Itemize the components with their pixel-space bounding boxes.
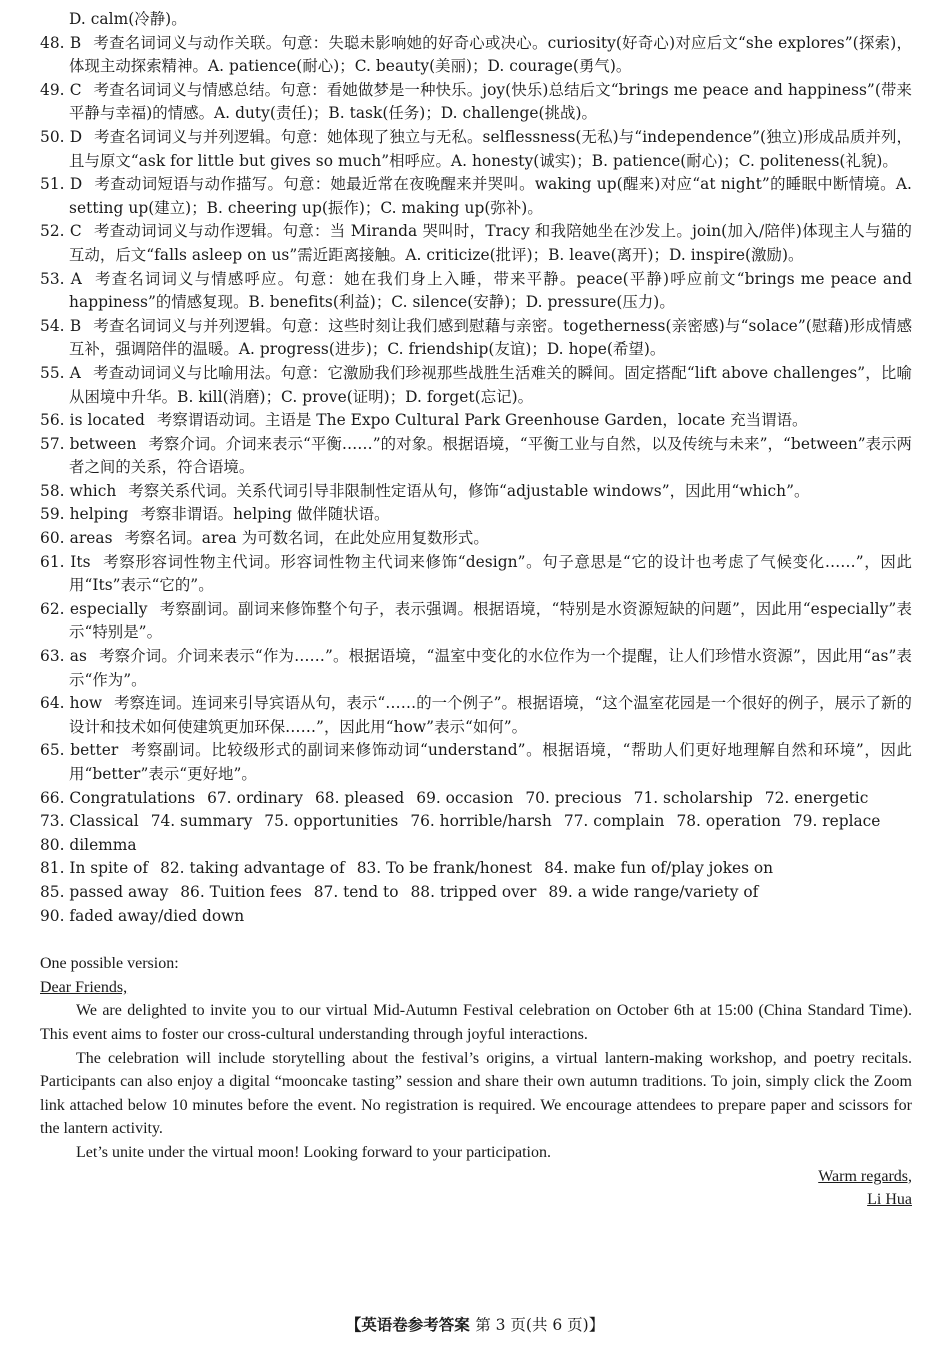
question-number: 49. [40,80,65,99]
answer-row [40,810,912,834]
question-number: 50. [40,127,65,146]
page-footer [0,1313,950,1335]
blank-answer: 89. a wide range/variety of [548,882,759,901]
blank-answer: 68. pleased [315,788,405,807]
answer: Its [70,552,91,571]
question-number: 57. [40,434,65,453]
question-number: 63. [40,647,65,666]
question-number: 58. [40,481,65,500]
blank-answer: 72. energetic [764,788,869,807]
answer: helping [69,505,129,524]
vocabulary-answers [40,787,912,858]
answer-item [40,126,912,173]
explanation: 考察副词。比较级形式的副词来修饰动词“understand”。根据语境，“帮助人们更好地理解自然和环境”，因此用“better”表示“更好地”。 [69,741,912,783]
blank-answer: 78. operation [676,812,781,831]
question-number: 51. [40,175,65,194]
explanation: 考查动词短语与动作描写。句意：她最近常在夜晚醒来并哭叫。waking up(醒来)对应“at night”的睡眠中断情境。A. setting up(建立)；B. cheering up(振作)；C. making up(弥补)。 [69,175,912,217]
essay-label: One possible version: [40,955,179,973]
blank-answer: 87. tend to [313,882,399,901]
essay-paragraph: The celebration will include storytelling about the festival’s origins, a virtual lantern-making workshop, and poetry recitals. Participants can also enjoy a digital “mooncake tasting” session and share their own autumn traditions. To join, simply click the Zoom link attached below 10 minutes before the event. No registration is required. We encourage attendees to prepare paper and scissors for the lantern activity. [40,1049,912,1138]
explanation: 考查名词词义与情感总结。句意：看她做梦是一种快乐。joy(快乐)总结后文“brings me peace and happiness”(带来平静与幸福)的情感。A. duty(责任)；B. task(任务)；D. challenge(挑战)。 [69,80,912,123]
blank-answer: 70. precious [525,788,622,807]
blank-answer: 73. Classical [40,812,139,831]
blank-answer: 86. Tuition fees [180,882,302,901]
blank-answer: 79. replace [792,812,881,831]
answer-item [40,645,912,692]
explanation: 考查名词词义与情感呼应。句意：她在我们身上入睡，带来平静。peace(平静)呼应前文“brings me peace and happiness”的情感复现。B. benefits(利益)；C. silence(安静)；D. pressure(压力)。 [69,269,912,312]
explanation: 考察副词。副词来修饰整个句子，表示强调。根据语境，“特别是水资源短缺的问题”，因此用“especially”表示“特别是”。 [69,599,912,642]
blank-answer: 74. summary [150,812,253,831]
answer: especially [69,599,148,618]
essay-paragraph: Let’s unite under the virtual moon! Looking forward to your participation. [76,1143,551,1161]
answer: as [69,647,87,666]
blank-answer: 76. horrible/harsh [410,812,552,831]
answer-item [40,692,912,739]
blank-answer: 75. opportunities [264,812,399,831]
answer-list [40,32,912,787]
blank-answer: 85. passed away [40,882,169,901]
blank-answer: 71. scholarship [633,788,753,807]
question-number: 64. [40,694,65,713]
explanation: 考察形容词性物主代词。形容词性物主代词来修饰“design”。句子意思是“它的设计也考虑了气候变化……”，因此用“Its”表示“它的”。 [69,552,912,595]
explanation: 考察关系代词。关系代词引导非限制性定语从句，修饰“adjustable windows”，因此用“which”。 [128,481,810,500]
footer-title: 【英语卷参考答案 [345,1315,470,1334]
explanation: 考察谓语动词。主语是 The Expo Cultural Park Greenhouse Garden，locate 充当谓语。 [156,411,808,430]
blank-answer: 90. faded away/died down [40,906,245,925]
question-number: 53. [40,269,65,288]
answer: D [69,175,83,194]
answer-item [40,268,912,315]
footer-page-number: 第 3 页(共 6 页)】 [475,1316,605,1334]
answer-row [40,834,912,858]
explanation: 考察非谓语。helping 做伴随状语。 [140,505,390,524]
answer-item [40,503,912,527]
explanation: 考察连词。连词来引导宾语从句，表示“……的一个例子”。根据语境，“这个温室花园是一个很好的例子，展示了新的设计和技术如何使建筑更加环保……”，因此用“how”表示“如何”。 [69,694,912,736]
question-number: 59. [40,505,65,524]
answer: A [69,363,81,382]
blank-answer: 66. Congratulations [40,788,196,807]
explanation: 考察介词。介词来表示“平衡……”的对象。根据语境，“平衡工业与自然，以及传统与未来”，“between”表示两者之间的关系，符合语境。 [69,434,912,477]
answer-row [40,857,912,881]
explanation: 考查动词词义与比喻用法。句意：它激励我们珍视那些战胜生活难关的瞬间。固定搭配“lift above challenges”，比喻从困境中升华。B. kill(消磨)；C. prove(证明)；D. forget(忘记)。 [69,363,912,406]
essay-closing: Warm regards, [818,1167,912,1185]
answer-item [40,480,912,504]
blank-answer: 80. dilemma [40,835,137,854]
essay-signature: Li Hua [867,1191,912,1209]
answer: D [69,127,83,146]
answer-item [40,173,912,220]
answer: B [69,33,82,52]
answer: C [69,80,82,99]
explanation: 考查名词词义与并列逻辑。句意：这些时刻让我们感到慰藉与亲密。togetherness(亲密感)与“solace”(慰藉)形成情感互补，强调陪伴的温暖。A. progress(进步)；C. friendship(友谊)；D. hope(希望)。 [69,316,913,359]
phrase-answers [40,857,912,928]
answer-item [40,433,912,480]
blank-answer: 81. In spite of [40,859,149,878]
essay-paragraph: We are delighted to invite you to our virtual Mid-Autumn Festival celebration on October 6th at 15:00 (China Standard Time). This event aims to foster our cross-cultural understanding through joyful interactions. [40,1002,912,1043]
blank-answer: 84. make fun of/play jokes on [544,859,774,878]
question-number: 54. [40,316,65,335]
explanation: 考查动词词义与动作逻辑。句意：当 Miranda 哭叫时，Tracy 和我陪她坐在沙发上。join(加入/陪伴)体现主人与猫的互动，后文“falls asleep on us”需近距离接触。A. criticize(批评)；B. leave(离开)；D. inspire(激励)。 [69,222,912,264]
answer-item [40,79,912,126]
explanation: 考查名词词义与动作关联。句意：失聪未影响她的好奇心或决心。curiosity(好奇心)对应后文“she explores”(探索)，体现主动探索精神。A. patience(耐心)；C. beauty(美丽)；D. courage(勇气)。 [69,33,912,76]
answer: C [69,222,82,241]
blank-answer: 83. To be frank/honest [356,859,533,878]
answer-item [40,551,912,598]
answer-item [40,315,912,362]
answer: better [70,741,119,760]
answer-row [40,881,912,905]
blank-answer: 67. ordinary [207,788,303,807]
answer: is located [69,411,145,430]
question-number: 56. [40,411,65,430]
question-number: 48. [40,33,65,52]
explanation: 考察名词。area 为可数名词，在此处应用复数形式。 [124,529,489,548]
question-number: 52. [40,222,65,241]
question-number: 55. [40,363,65,382]
explanation: 考查名词词义与并列逻辑。句意：她体现了独立与无私。selflessness(无私)与“independence”(独立)形成品质并列，且与原文“ask for little but gives so much”相呼应。A. honesty(诚实)；B. patience(耐心)；C. politeness(礼貌)。 [69,127,912,170]
answer-item [40,739,912,786]
answer: which [69,481,117,500]
blank-answer: 82. taking advantage of [160,859,345,878]
continued-line: D. calm(冷静)。 [69,10,187,28]
answer: between [69,434,137,453]
answer: A [70,269,82,288]
blank-answer: 77. complain [563,812,665,831]
answer-item [40,409,912,433]
answer: B [69,316,82,335]
answer-row [40,787,912,811]
question-number: 65. [40,741,65,760]
blank-answer: 88. tripped over [410,882,537,901]
answer: how [69,694,103,713]
answer-item [40,598,912,645]
sample-essay [40,952,912,1212]
question-number: 61. [40,552,65,571]
explanation: 考察介词。介词来表示“作为……”。根据语境，“温室中变化的水位作为一个提醒，让人们珍惜水资源”，因此用“as”表示“作为”。 [69,647,912,689]
essay-greeting: Dear Friends, [40,978,128,996]
answer-item [40,527,912,551]
blank-answer: 69. occasion [416,788,514,807]
answer: areas [69,529,113,548]
question-number: 62. [40,599,65,618]
answer-row [40,905,912,929]
question-number: 60. [40,529,65,548]
answer-item [40,32,912,79]
answer-item [40,220,912,267]
answer-item [40,362,912,409]
